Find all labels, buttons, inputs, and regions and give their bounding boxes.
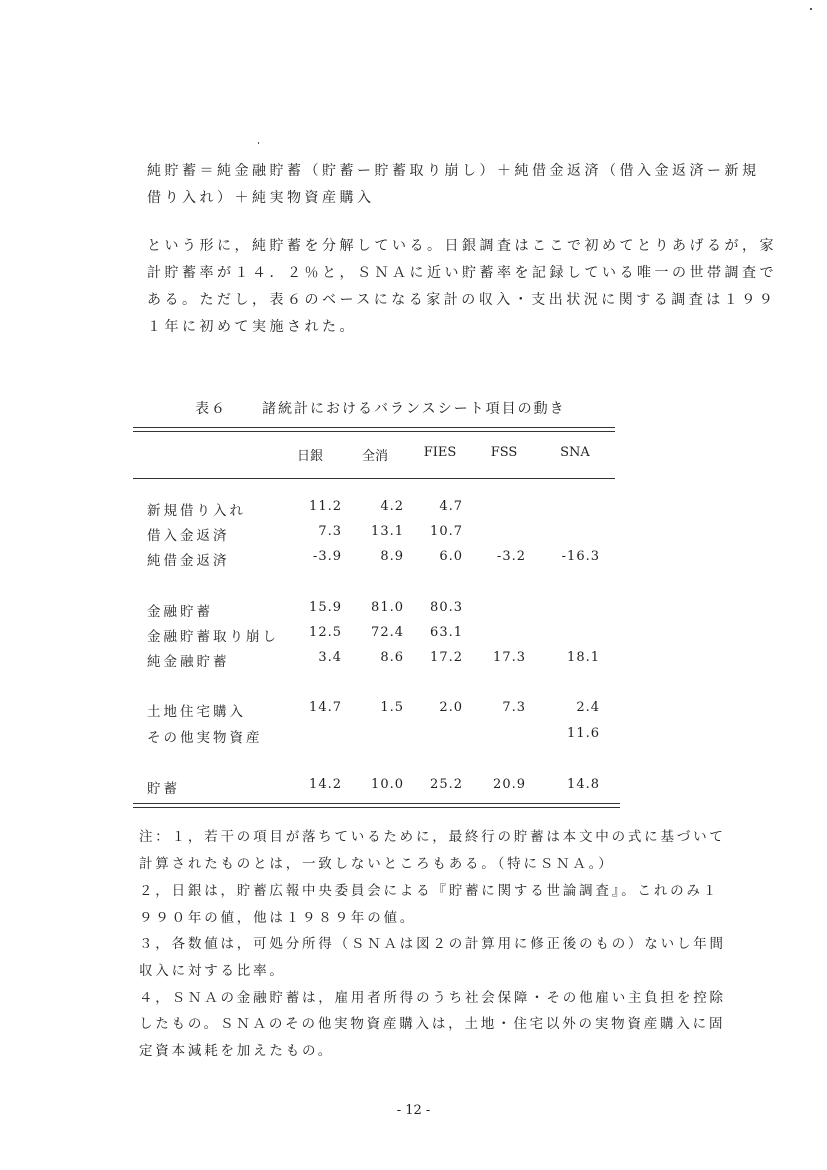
- table-cell: 3.4: [318, 650, 342, 665]
- table-cell: 4.2: [380, 499, 404, 514]
- table-cell: 14.7: [309, 700, 342, 715]
- table-cell: 14.2: [309, 777, 342, 792]
- row-label: その他実物資産: [147, 730, 263, 746]
- note-1-line-1: 注：１，若干の項目が落ちているために，最終行の貯蓄は本文中の式に基づいて: [139, 829, 726, 845]
- column-header: 全消: [361, 449, 388, 464]
- table-cell: 63.1: [430, 625, 463, 640]
- table-cell: 8.6: [380, 650, 404, 665]
- table-cell: 20.9: [493, 777, 526, 792]
- column-header: 日銀: [296, 449, 323, 464]
- scan-speck: [258, 142, 259, 144]
- note-4-line-3: 定資本減耗を加えたもの。: [139, 1043, 335, 1059]
- note-2-line-2: ９９０年の値，他は１９８９年の値。: [139, 910, 417, 926]
- column-header: SNA: [560, 445, 590, 460]
- table-cell: 25.2: [430, 777, 463, 792]
- table-cell: 80.3: [430, 600, 463, 615]
- table-cell: 11.6: [567, 726, 600, 741]
- table-cell: 4.7: [439, 499, 463, 514]
- column-header: FIES: [423, 445, 457, 460]
- row-label: 借入金返済: [147, 528, 230, 544]
- table-cell: 7.3: [502, 700, 526, 715]
- table-cell: 72.4: [371, 625, 404, 640]
- table-cell: 17.3: [493, 650, 526, 665]
- body-line-2: 計貯蓄率が１４．２％と，ＳＮＡに近い貯蓄率を記録している唯一の世帯調査で: [147, 265, 777, 281]
- body-line-3: ある。ただし，表６のベースになる家計の収入・支出状況に関する調査は１９９: [147, 292, 777, 308]
- table-cell: 8.9: [380, 549, 404, 564]
- table-cell: 1.5: [380, 700, 404, 715]
- intro-line-2: 借り入れ）＋純実物資産購入: [147, 190, 375, 206]
- table-cell: 81.0: [371, 600, 404, 615]
- table-cell: 10.7: [430, 524, 463, 539]
- table-cell: 2.4: [576, 700, 600, 715]
- note-2-line-1: ２，日銀は，貯蓄広報中央委員会による『貯蓄に関する世論調査』。これのみ１: [139, 883, 720, 899]
- table-cell: -3.9: [312, 549, 342, 564]
- table-cell: 17.2: [430, 650, 463, 665]
- table-cell: 15.9: [309, 600, 342, 615]
- body-line-1: という形に，純貯蓄を分解している。日銀調査はここで初めてとりあげるが，家: [147, 238, 777, 254]
- table-cell: -3.2: [496, 549, 526, 564]
- table-cell: 7.3: [318, 524, 342, 539]
- table-bottom-rule-double: [133, 807, 620, 808]
- row-label: 土地住宅購入: [147, 704, 246, 720]
- note-3-line-1: ３，各数値は，可処分所得（ＳＮＡは図２の計算用に修正後のもの）ないし年間: [139, 936, 726, 952]
- page-number: - 12 -: [396, 1103, 431, 1118]
- table-cell: 18.1: [567, 650, 600, 665]
- note-4-line-1: ４，ＳＮＡの金融貯蓄は，雇用者所得のうち社会保障・その他雇い主負担を控除: [139, 990, 726, 1006]
- scan-speck: [810, 8, 812, 10]
- table-cell: 13.1: [371, 524, 404, 539]
- row-label: 純借金返済: [147, 553, 230, 569]
- table-cell: -16.3: [561, 549, 600, 564]
- table-cell: 14.8: [567, 777, 600, 792]
- intro-line-1: 純貯蓄＝純金融貯蓄（貯蓄ー貯蓄取り崩し）＋純借金返済（借入金返済ー新規: [147, 163, 760, 179]
- row-label: 金融貯蓄取り崩し: [147, 629, 279, 645]
- table-cell: 6.0: [439, 549, 463, 564]
- row-label: 純金融貯蓄: [147, 654, 230, 670]
- note-4-line-2: したもの。ＳＮＡのその他実物資産購入は，土地・住宅以外の実物資産購入に固: [139, 1016, 726, 1032]
- table-cell: 12.5: [309, 625, 342, 640]
- row-label: 貯蓄: [147, 781, 180, 797]
- table-cell: 2.0: [439, 700, 463, 715]
- row-label: 金融貯蓄: [147, 604, 213, 620]
- row-label: 新規借り入れ: [147, 503, 246, 519]
- table-number: 表６: [195, 401, 227, 417]
- note-1-line-2: 計算されたものとは，一致しないところもある。（特にＳＮＡ。）: [139, 856, 615, 872]
- table-cell: 10.0: [371, 777, 404, 792]
- note-3-line-2: 収入に対する比率。: [139, 963, 286, 979]
- body-line-4: １年に初めて実施された。: [147, 319, 357, 335]
- table-top-rule: [133, 427, 615, 428]
- table-title: 諸統計におけるバランスシート項目の動き: [262, 401, 566, 417]
- column-header: FSS: [490, 445, 518, 460]
- table-top-rule-double: [133, 431, 615, 432]
- table-cell: 11.2: [309, 499, 342, 514]
- table-header-rule: [133, 478, 615, 479]
- table-bottom-rule: [133, 803, 620, 804]
